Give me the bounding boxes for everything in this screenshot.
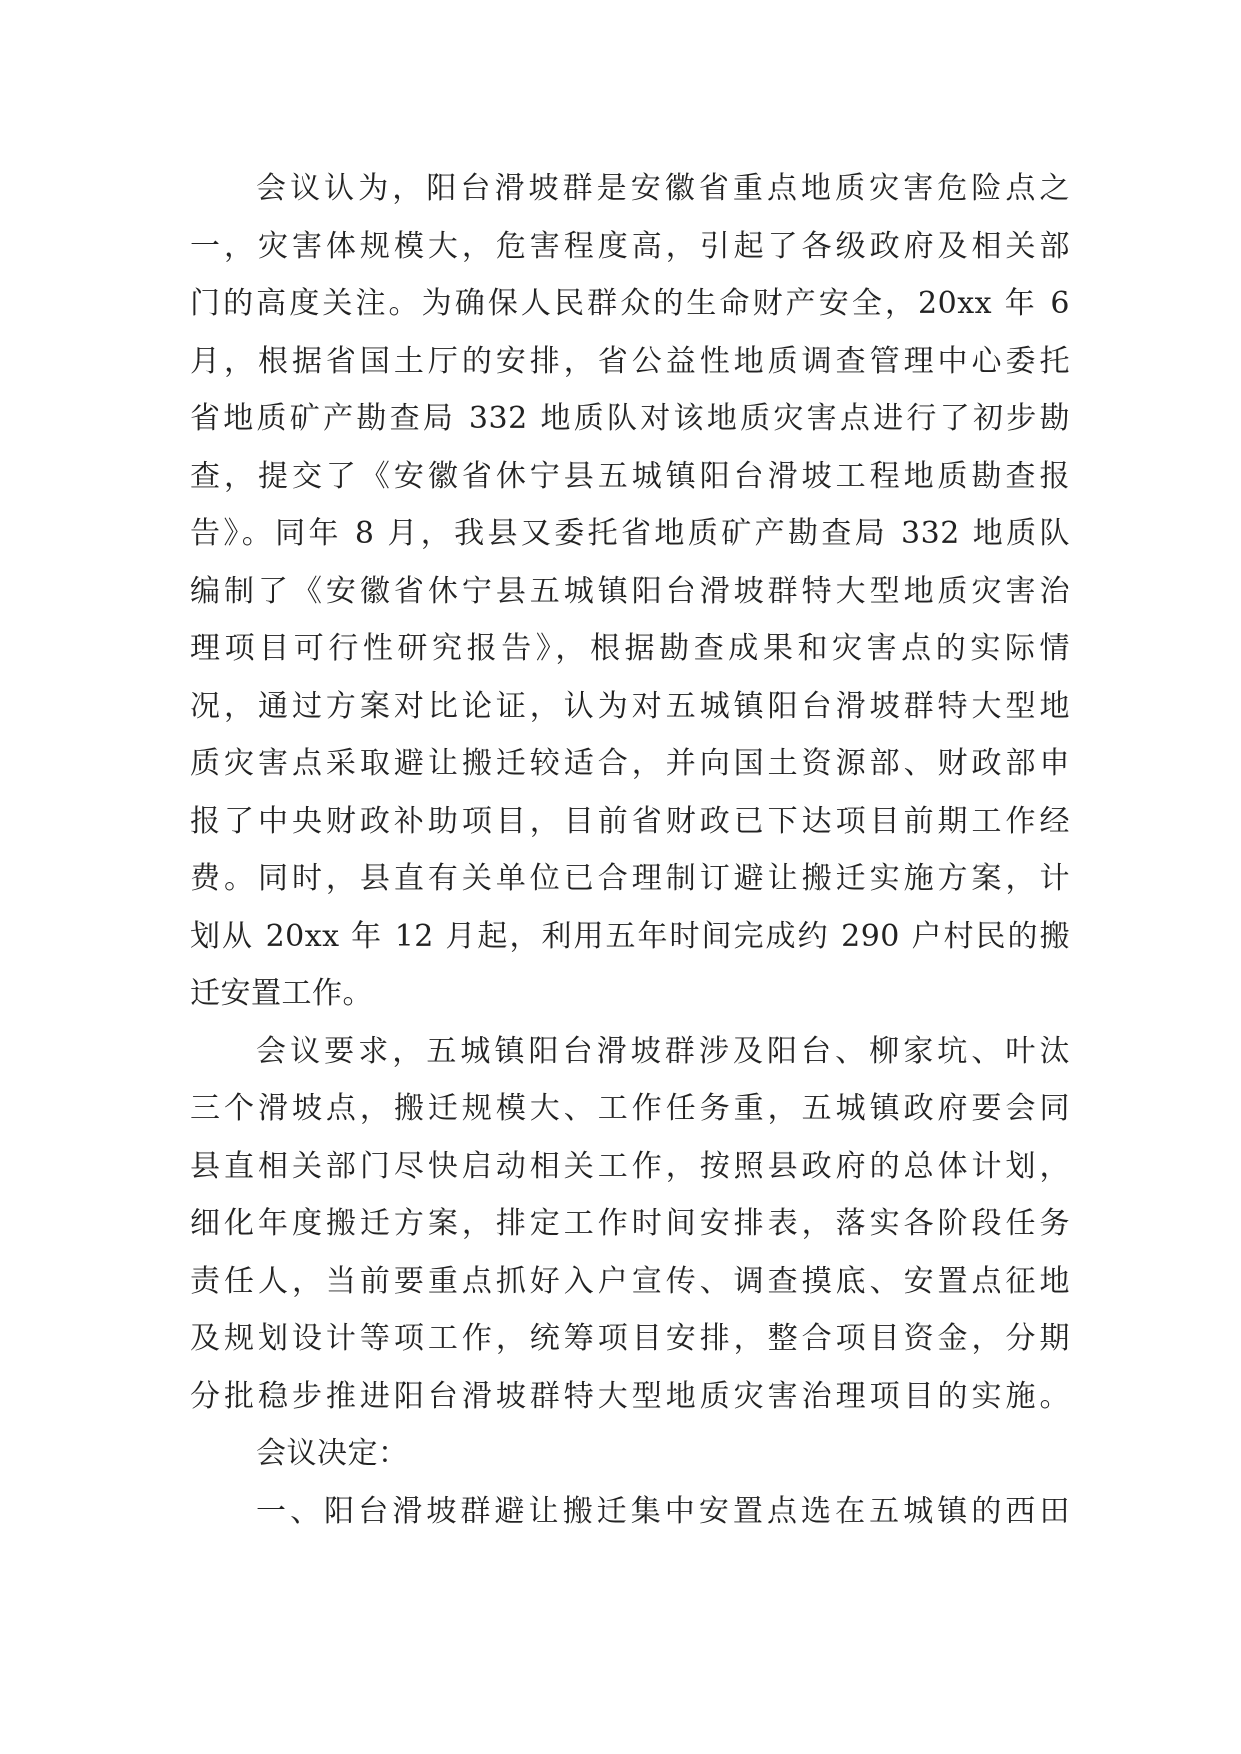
text-line: 门的高度关注。为确保人民群众的生命财产安全，20xx 年 6	[190, 286, 1070, 321]
text-line: 三个滑坡点，搬迁规模大、工作任务重，五城镇政府要会同	[190, 1091, 1070, 1126]
text-line: 质灾害点采取避让搬迁较适合，并向国土资源部、财政部申	[190, 746, 1070, 781]
text-line: 迁安置工作。	[190, 976, 373, 1011]
text-line: 省地质矿产勘查局 332 地质队对该地质灾害点进行了初步勘	[190, 401, 1070, 436]
text-line: 会议认为，阳台滑坡群是安徽省重点地质灾害危险点之	[256, 171, 1070, 206]
text-line: 一，灾害体规模大，危害程度高，引起了各级政府及相关部	[190, 228, 1070, 264]
text-line: 责任人，当前要重点抓好入户宣传、调查摸底、安置点征地	[190, 1263, 1070, 1299]
text-line: 编制了《安徽省休宁县五城镇阳台滑坡群特大型地质灾害治	[190, 573, 1070, 609]
text-line: 县直相关部门尽快启动相关工作，按照县政府的总体计划，	[190, 1148, 1070, 1184]
text-line: 一、阳台滑坡群避让搬迁集中安置点选在五城镇的西田	[256, 1493, 1070, 1529]
text-line: 分批稳步推进阳台滑坡群特大型地质灾害治理项目的实施。	[190, 1378, 1070, 1414]
text-line: 划从 20xx 年 12 月起，利用五年时间完成约 290 户村民的搬	[190, 918, 1070, 954]
text-line: 会议要求，五城镇阳台滑坡群涉及阳台、柳家坑、叶汰	[256, 1033, 1070, 1069]
text-line: 告》。同年 8 月，我县又委托省地质矿产勘查局 332 地质队	[190, 516, 1070, 551]
document-body	[190, 160, 1070, 1540]
text-line: 报了中央财政补助项目，目前省财政已下达项目前期工作经	[190, 803, 1070, 839]
text-line: 查，提交了《安徽省休宁县五城镇阳台滑坡工程地质勘查报	[190, 458, 1070, 494]
text-line: 及规划设计等项工作，统筹项目安排，整合项目资金，分期	[190, 1321, 1070, 1356]
text-line: 理项目可行性研究报告》，根据勘查成果和灾害点的实际情	[190, 631, 1070, 666]
text-line: 细化年度搬迁方案，排定工作时间安排表，落实各阶段任务	[190, 1206, 1070, 1241]
text-line: 费。同时，县直有关单位已合理制订避让搬迁实施方案，计	[190, 861, 1070, 896]
text-line: 会议决定：	[256, 1436, 409, 1471]
text-line: 况，通过方案对比论证，认为对五城镇阳台滑坡群特大型地	[190, 688, 1070, 724]
text-line: 月，根据省国土厅的安排，省公益性地质调查管理中心委托	[190, 343, 1070, 379]
